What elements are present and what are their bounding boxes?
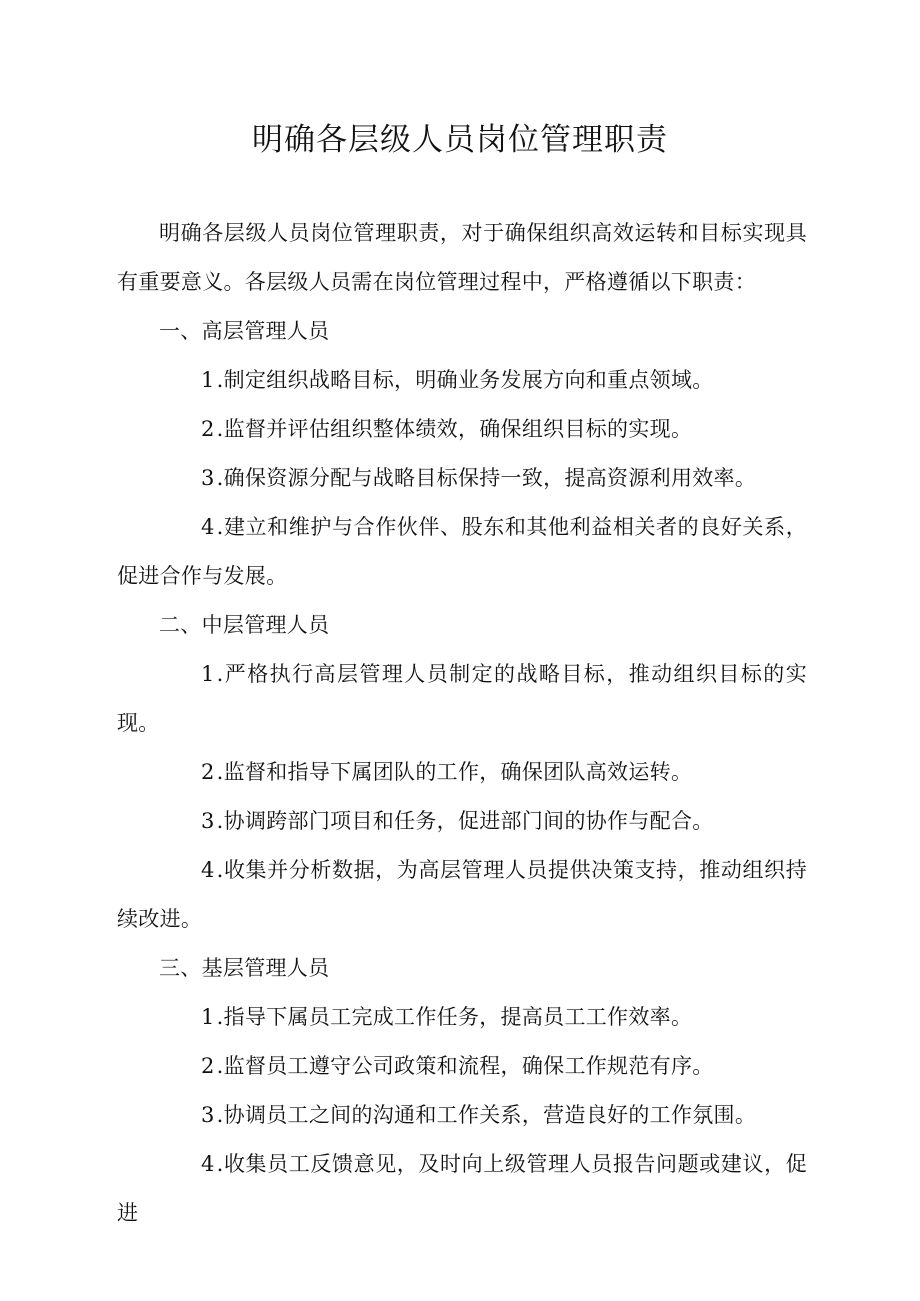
- item-text: .确保资源分配与战略目标保持一致，提高资源利用效率。: [216, 466, 757, 490]
- list-item: [117, 748, 807, 797]
- item-number: 1: [201, 368, 215, 392]
- item-text: .严格执行高层管理人员制定的战略目标，推动组织目标的实现。: [117, 662, 807, 735]
- list-item: [117, 454, 807, 503]
- item-text: .收集员工反馈意见，及时向上级管理人员报告问题或建议，促进: [117, 1152, 807, 1225]
- item-number: 3: [201, 1103, 215, 1127]
- item-text: .建立和维护与合作伙伴、股东和其他利益相关者的良好关系，促进合作与发展。: [117, 515, 807, 588]
- document-body: [117, 209, 807, 1238]
- item-number: 4: [201, 515, 215, 539]
- item-text: .制定组织战略目标，明确业务发展方向和重点领域。: [216, 368, 714, 392]
- list-item: [117, 503, 807, 601]
- list-item: [117, 993, 807, 1042]
- item-number: 3: [201, 466, 215, 490]
- intro-paragraph: 明确各层级人员岗位管理职责，对于确保组织高效运转和目标实现具有重要意义。各层级人员需在岗位管理过程中，严格遵循以下职责：: [117, 221, 807, 294]
- item-text: .协调员工之间的沟通和工作关系，营造良好的工作氛围。: [216, 1103, 757, 1127]
- item-number: 2: [201, 417, 215, 441]
- item-text: .监督并评估组织整体绩效，确保组织目标的实现。: [216, 417, 693, 441]
- section-heading-senior: 一、高层管理人员: [159, 319, 330, 343]
- item-text: .协调跨部门项目和任务，促进部门间的协作与配合。: [216, 809, 714, 833]
- list-item: [117, 1091, 807, 1140]
- section-heading-frontline: 三、基层管理人员: [159, 956, 330, 980]
- list-item: [117, 356, 807, 405]
- list-item: [117, 1042, 807, 1091]
- list-item: [117, 405, 807, 454]
- item-number: 3: [201, 809, 215, 833]
- item-number: 1: [201, 662, 215, 686]
- item-number: 2: [201, 760, 215, 784]
- item-text: .监督员工遵守公司政策和流程，确保工作规范有序。: [216, 1054, 714, 1078]
- item-number: 1: [201, 1005, 215, 1029]
- item-number: 4: [201, 858, 215, 882]
- list-item: [117, 846, 807, 944]
- section-heading-middle: 二、中层管理人员: [159, 613, 330, 637]
- list-item: [117, 1140, 807, 1238]
- list-item: [117, 650, 807, 748]
- item-text: .监督和指导下属团队的工作，确保团队高效运转。: [216, 760, 693, 784]
- list-item: [117, 797, 807, 846]
- item-number: 4: [201, 1152, 215, 1176]
- page-title: 明确各层级人员岗位管理职责: [252, 122, 668, 158]
- item-number: 2: [201, 1054, 215, 1078]
- item-text: .收集并分析数据，为高层管理人员提供决策支持，推动组织持续改进。: [117, 858, 807, 931]
- item-text: .指导下属员工完成工作任务，提高员工工作效率。: [216, 1005, 693, 1029]
